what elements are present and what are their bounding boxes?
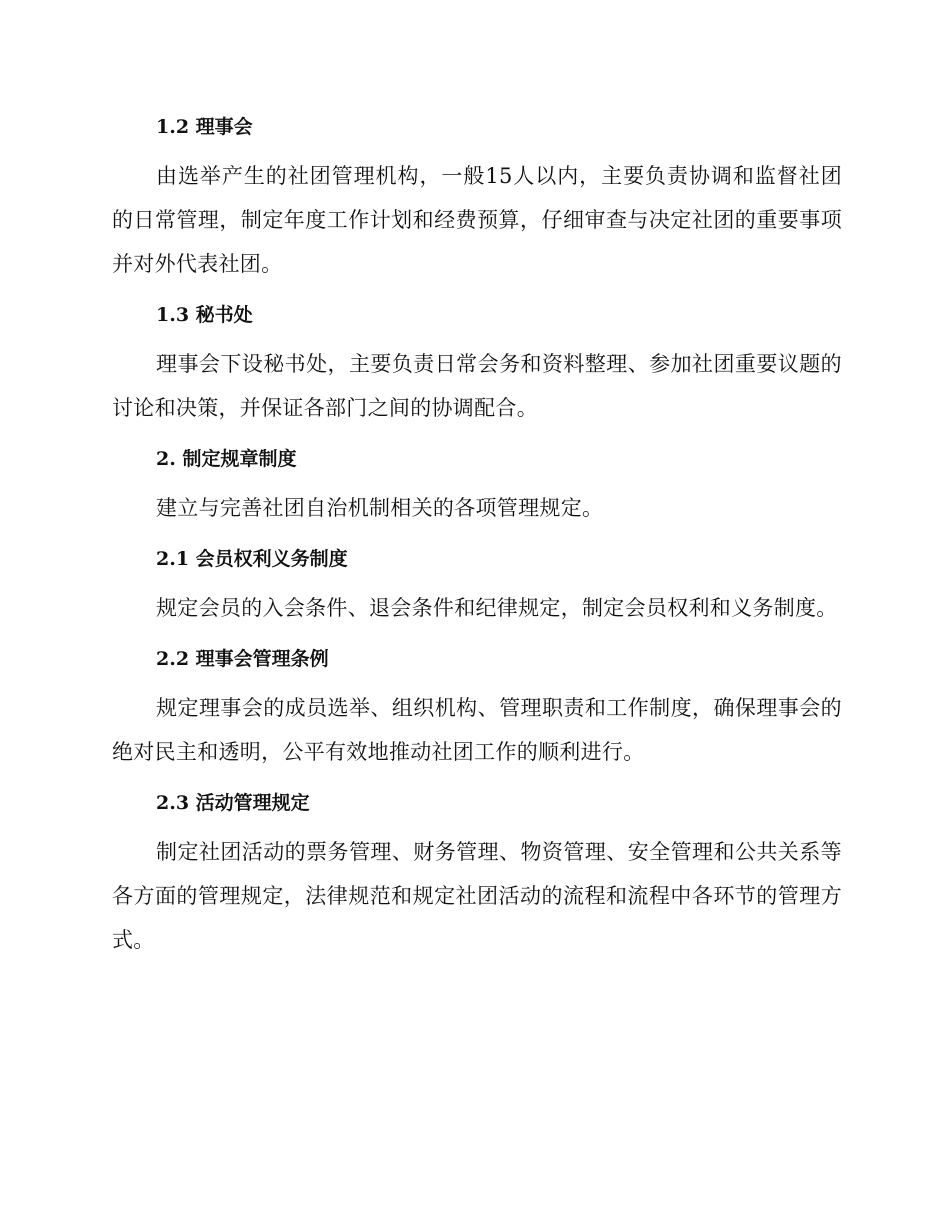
section-heading-2-2: 2.2 理事会管理条例 (156, 648, 329, 670)
section-heading-2-3: 2.3 活动管理规定 (156, 792, 310, 814)
section-heading-2-1: 2.1 会员权利义务制度 (156, 548, 348, 570)
section-heading-2: 2. 制定规章制度 (156, 448, 297, 470)
section-paragraph-2: 建立与完善社团自治机制相关的各项管理规定。 (156, 496, 604, 520)
section-paragraph-2-2: 规定理事会的成员选举、组织机构、管理职责和工作制度，确保理事会的绝对民主和透明，公平有效地推动社团工作的顺利进行。 (112, 696, 842, 764)
document-body (112, 108, 842, 972)
section-heading-1-2: 1.2 理事会 (156, 116, 253, 138)
section-paragraph-1-2: 由选举产生的社团管理机构，一般15人以内，主要负责协调和监督社团的日常管理，制定年度工作计划和经费预算，仔细审查与决定社团的重要事项并对外代表社团。 (112, 164, 842, 276)
section-paragraph-2-3: 制定社团活动的票务管理、财务管理、物资管理、安全管理和公共关系等各方面的管理规定，法律规范和规定社团活动的流程和流程中各环节的管理方式。 (112, 840, 842, 952)
section-paragraph-1-3: 理事会下设秘书处，主要负责日常会务和资料整理、参加社团重要议题的讨论和决策，并保证各部门之间的协调配合。 (112, 352, 842, 420)
section-paragraph-2-1: 规定会员的入会条件、退会条件和纪律规定，制定会员权利和义务制度。 (156, 596, 838, 620)
section-heading-1-3: 1.3 秘书处 (156, 304, 253, 326)
